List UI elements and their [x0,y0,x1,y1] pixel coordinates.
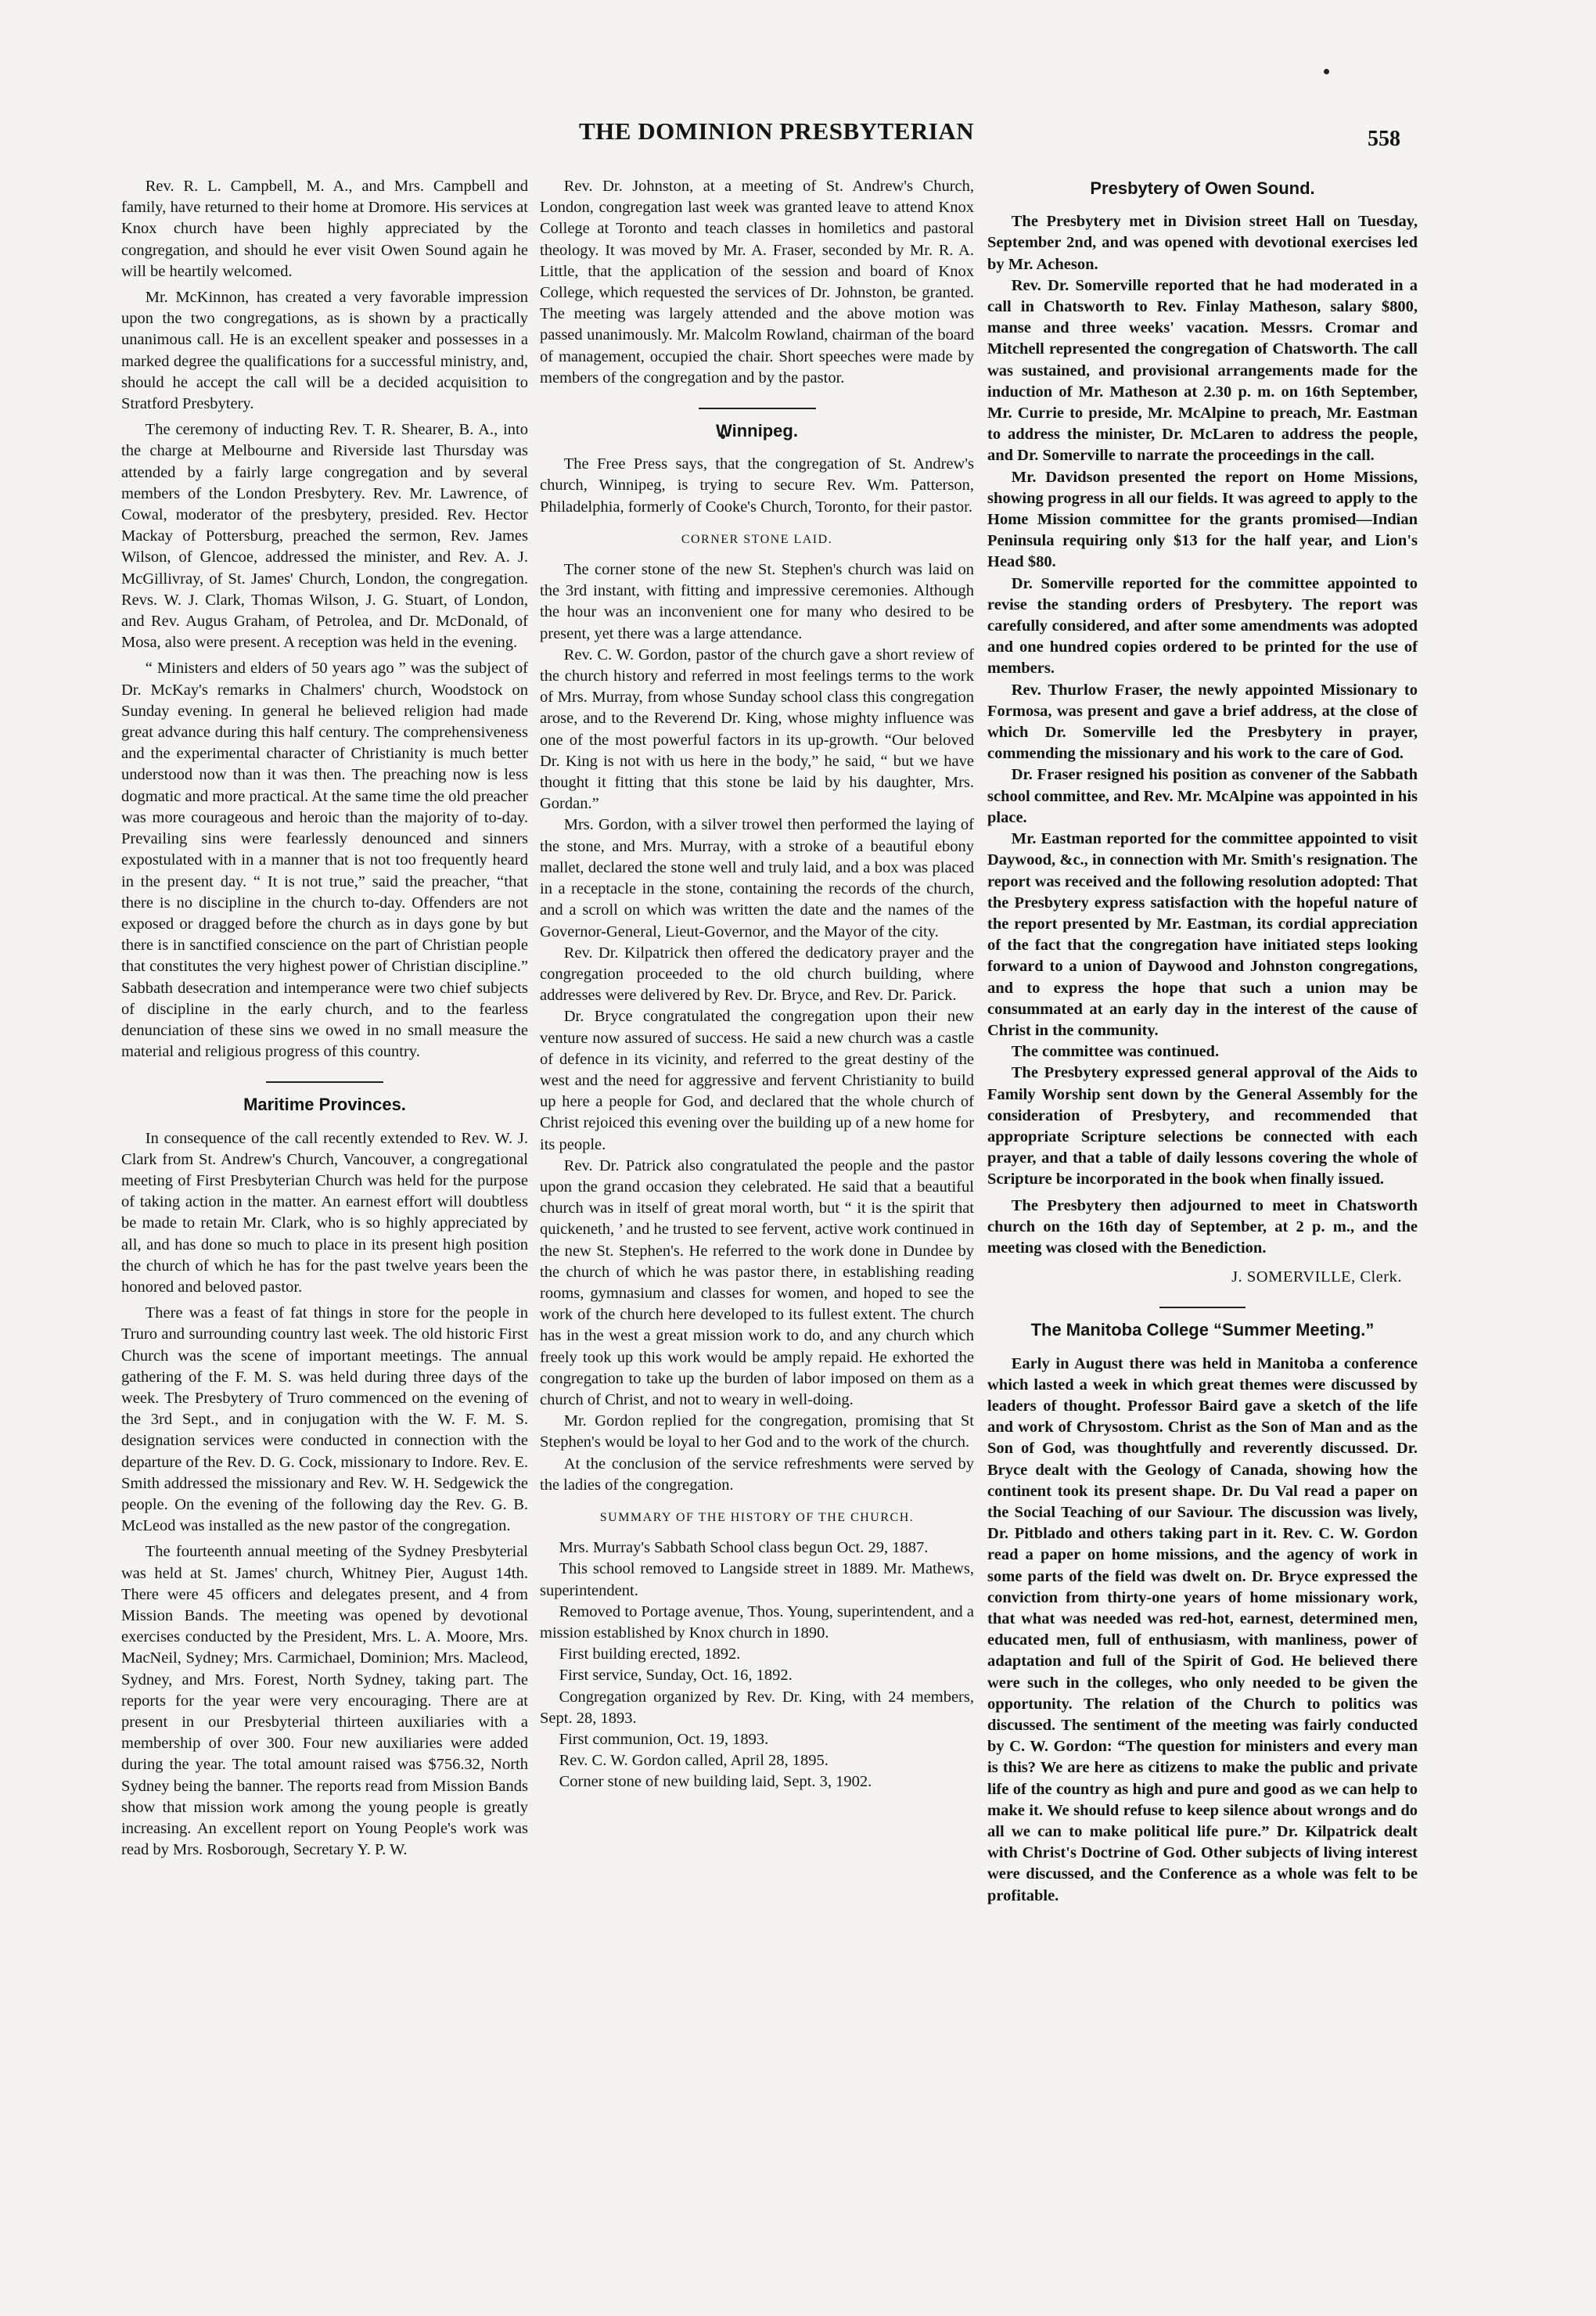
paragraph: Mrs. Gordon, with a silver trowel then performed the laying of the stone, and Mrs. Murray, with a stroke of a beautiful ebony mallet, declared the stone well and truly laid, and a box was placed in a receptacle in the stone, containing the records of the church, and a scroll on which was written the date and the names of the Governor-General, Lieut-Governor, and the Mayor of the city. [540,816,974,940]
paragraph: Early in August there was held in Manitoba a conference which lasted a week in which great themes were discussed by leaders of thought. Professor Baird gave a sketch of the life and work of Chrysostom. Christ as the Son of Man and as the Son of God, was thoughtfully and reverently discussed. Dr. Bryce dealt with the Geology of Canada, showing how the continent took its present shape. Dr. Du Val read a paper on the Social Teaching of our Saviour. The discussion was lively, Dr. Pitblado and others taking part in it. Rev. C. W. Gordon read a paper on home missions, and the agency of work in some parts of the field was dwelt on. Dr. Bryce expressed the conviction from thirty-one years of home missionary work, that what was needed was red-hot, earnest, determined men, educated men, full of enthusiasm, with manliness, power of adaptation and full of the Spirit of God. He believed there were such in the colleges, who only needed to be given the opportunity. The relation of the Church to politics was discussed. The sentiment of the meeting was fairly conducted by C. W. Gordon: “The question for ministers and every man is this? We are here as citizens to make the public and private life of the country as high and pure and good as we can help to make it. We should refuse to keep silence about wrongs and do all we can to make political life pure.” Dr. Kilpatrick dealt with Christ's Doctrine of God. Other subjects of living interest were discussed, and the Conference as a whole was felt to be profitable. [987,1354,1418,1904]
paragraph: Rev. Dr. Somerville reported that he had moderated in a call in Chatsworth to Rev. Finlay Matheson, salary $800, manse and three weeks' vacation. Messrs. Cromar and Mitchell represented the congregation of Chatsworth. The call was sustained, and provisional arrangements made for the induction of Mr. Matheson at 2.30 p. m. on 16th September, Mr. Currie to preside, Mr. McAlpine to preach, Mr. Eastman to address the minister, Dr. McLaren to address the people, and Dr. Somerville to narrate the proceedings in the call. [987,276,1418,465]
section-divider [266,1081,383,1083]
subheading-church-history: SUMMARY OF THE HISTORY OF THE CHURCH. [599,1510,915,1524]
history-item: Removed to Portage avenue, Thos. Young, superintendent, and a mission established by Knox church in 1890. [540,1602,974,1642]
history-item: First communion, Oct. 19, 1893. [559,1731,769,1749]
history-item: Corner stone of new building laid, Sept. 3, 1902. [559,1773,872,1791]
history-item: First service, Sunday, Oct. 16, 1892. [559,1667,793,1685]
section-heading-maritime: Maritime Provinces. [243,1095,406,1115]
paragraph: The ceremony of inducting Rev. T. R. Shearer, B. A., into the charge at Melbourne and Riverside last Thursday was attended by a fairly large congregation and by several members of the London Presbytery. Rev. Mr. Lawrence, of Cowal, moderator of the presbytery, presided. Rev. Hector Mackay of Pottersburg, preached the sermon, Rev. James Wilson, of Glencoe, addressed the minister, and Rev. A. J. McGillivray, of St. James' Church, London, the congregation. Revs. W. J. Clark, Thomas Wilson, J. G. Stuart, of London, and Rev. Augus Graham, of Petrolea, and Dr. McDonald, of Mosa, also were present. A reception was held in the evening. [121,421,528,652]
ink-speck [1324,69,1329,74]
column-3 [987,176,1418,1907]
section-divider [699,408,816,409]
paragraph: The committee was continued. [1011,1043,1220,1061]
owen-sound-report [987,211,1418,1288]
history-item: Mrs. Murray's Sabbath School class begun Oct. 29, 1887. [559,1539,929,1557]
subheading-corner-stone: CORNER STONE LAID. [681,532,833,546]
paragraph: In consequence of the call recently extended to Rev. W. J. Clark from St. Andrew's Church, Vancouver, a congregational meeting of First Presbyterian Church was held for the purpose of taking action in the matter. An earnest effort will doubtless be made to retain Mr. Clark, who is so highly appreciated by all, and has done so much to place in its present high position the church of which he has for the past twelve years been the honored and beloved pastor. [121,1129,528,1296]
paragraph: Mr. Davidson presented the report on Home Missions, showing progress in all our fields. It was agreed to apply to the Home Mission committee for the grants promised—Indian Peninsula requiring only $13 for the half year, and Lion's Head $80. [987,468,1418,571]
paragraph: “ Ministers and elders of 50 years ago ” was the subject of Dr. McKay's remarks in Chalmers' church, Woodstock on Sunday evening. In general he believed religion had made great advance during this half century. The comprehensiveness and the experimental character of Christianity is much better understood now than it was then. The preaching now is less dogmatic and more practical. At the same time the old preacher was more courageous and heroic than the majority of to-day. Prevailing sins were fearlessly denounced and sinners expostulated with in a manner that is not too frequently heard in the present day. “ It is not true,” said the preacher, “that there is no discipline in the church to-day. Offenders are not exposed or dragged before the church as in days gone by but there is in sanctified conscience on the part of Christian people that constitutes the very highest power of Christian discipline.” Sabbath desecration and intemperance were two chief subjects of discipline in the early church, and to the fearless denunciation of these sins we owed in no small measure the material and religious progress of this country. [121,660,528,1061]
masthead-title: THE DOMINION PRESBYTERIAN [579,117,975,145]
history-item: Congregation organized by Rev. Dr. King, with 24 members, Sept. 28, 1893. [540,1688,974,1727]
paragraph: Rev. Dr. Patrick also congratulated the people and the pastor upon the grand occasion they celebrated. He said that a beautiful church was in itself of great moral worth, but “ it is the spirit that quickeneth, ’ and he trusted to see fervent, active work continued in the new St. Stephen's. He referred to the work done in Dundee by the church of which he was pastor there, in establishing reading rooms, gymnasium and classes for women, and hoped to see the work of the church here developed to its fullest extent. The church has in the west a great mission work to do, and any church which freely took up this work would be amply repaid. He exhorted the congregation to take up the burden of labor imposed on them as a church of Christ, and not to weary in well-doing. [540,1156,974,1408]
section-heading-owen-sound: Presbytery of Owen Sound. [1090,178,1315,198]
history-item: Rev. C. W. Gordon called, April 28, 1895. [559,1752,829,1770]
history-item: First building erected, 1892. [559,1645,741,1663]
paragraph: Rev. Dr. Kilpatrick then offered the dedicatory prayer and the congregation proceeded to the old church building, where addresses were delivered by Rev. Dr. Bryce, and Rev. Dr. Parick. [540,944,974,1005]
history-item: This school removed to Langside street in 1889. Mr. Mathews, superintendent. [540,1560,974,1599]
paragraph: There was a feast of fat things in store for the people in Truro and surrounding country last week. The old historic First Church was the scene of important meetings. The annual gathering of the F. M. S. was held during three days of the week. The Presbytery of Truro commenced on the evening of the 3rd Sept., and in conjugation with the W. F. M. S. designation services were conducted in connection with the departure of the Rev. D. G. Cock, missionary to Indore. Rev. E. Smith addressed the missionary and Rev. W. H. Sedgewick the people. On the evening of the following day the Rev. G. B. McLeod was installed as the new pastor of the congregation. [121,1304,528,1535]
paragraph: Mr. McKinnon, has created a very favorable impression upon the two congregations, as is shown by a practically unanimous call. He is an excellent speaker and possesses in a marked degree the qualifications for a successful ministry, and, should he accept the call will be a decided acquisition to Stratford Presbytery. [121,289,528,413]
paragraph: Dr. Bryce congratulated the congregation upon their new venture now assured of success. He said a new church was a castle of defence in its vicinity, and referred to the great destiny of the west and the need for aggressive and fervent Christianity to build up here a people for God, and declared that the whole church of Christ rejoiced this evening over the building up of a new home for its people. [540,1008,974,1153]
column-2 [540,176,974,1793]
paragraph: The Presbytery then adjourned to meet in Chatsworth church on the 16th day of September, at 2 p. m., and the meeting was closed with the Benediction. [987,1196,1418,1257]
paragraph: Rev. Dr. Johnston, at a meeting of St. Andrew's Church, London, congregation last week was granted leave to attend Knox College at Toronto and teach classes in homiletics and pastoral theology. It was moved by Mr. A. Fraser, seconded by Mr. R. A. Little, that the application of the session and board of Knox College, which requested the services of Dr. Johnston, be granted. The meeting was largely attended and the above motion was passed unanimously. Mr. Malcolm Rowland, chairman of the board of management, occupied the chair. Short speeches were made by members of the congregation and by the pastor. [540,178,974,387]
paragraph: Mr. Gordon replied for the congregation, promising that St Stephen's would be loyal to her God and to the work of the church. [540,1412,974,1451]
paragraph: At the conclusion of the service refreshments were served by the ladies of the congregation. [540,1455,974,1494]
section-heading-winnipeg: Winnipeg. [716,421,798,441]
paragraph: The Presbytery met in Division street Hall on Tuesday, September 2nd, and was opened with devotional exercises led by Mr. Acheson. [987,213,1418,273]
paragraph: The Free Press says, that the congregation of St. Andrew's church, Winnipeg, is trying to secure Rev. Wm. Patterson, Philadelphia, formerly of Cooke's Church, Toronto, for their pastor. [540,455,974,516]
paragraph: Dr. Somerville reported for the committee appointed to revise the standing orders of Presbytery. The report was carefully considered, and after some amendments was adopted and one hundred copies ordered to be printed for the use of members. [987,574,1418,678]
paragraph: Mr. Eastman reported for the committee appointed to visit Daywood, &c., in connection with Mr. Smith's resignation. The report was received and the following resolution adopted: That the Presbytery express satisfaction with the hopeful nature of the report presented by Mr. Eastman, its cordial appreciation of the fact that the congregation have initiated steps looking forward to a union of Daywood and Johnston congregations, and to express the hope that such a union may be consummated at an early day in the interest of the cause of Christ in the community. [987,830,1418,1039]
section-divider [1159,1307,1246,1308]
paragraph: Rev. C. W. Gordon, pastor of the church gave a short review of the church history and referred in most feelings terms to the work of Mrs. Murray, from whose Sunday school class this congregation arose, and to the Reverend Dr. King, whose mighty influence was one of the most powerful factors in its up-growth. “Our beloved Dr. King is not with us here in the body,” he said, “ but we have thought it fitting that this stone be laid by his daughter, Mrs. Gordan.” [540,646,974,813]
column-1 [121,176,528,1861]
section-heading-manitoba-college: The Manitoba College “Summer Meeting.” [1030,1320,1375,1340]
paragraph: Dr. Fraser resigned his position as convener of the Sabbath school committee, and Rev. Mr. McAlpine was appointed in his place. [987,766,1418,826]
paragraph: The fourteenth annual meeting of the Sydney Presbyterial was held at St. James' church, Whitney Pier, August 14th. There were 45 officers and delegates present, and 4 from Mission Bands. The meeting was opened by devotional exercises conducted by the President, Mrs. L. A. Moore, Mrs. MacNeil, Sydney; Mrs. Carmichael, Dominion; Mrs. Macleod, Sydney, and Mrs. Forest, North Sydney, taking part. The reports for the year were very encouraging. There are at present in our Presbyterial thirteen auxiliaries with a membership of over 300. Four new auxiliaries were added during the year. The total amount raised was $756.32, North Sydney being the banner. The reports read from Mission Bands show that mission work among the young people is greatly increasing. An excellent report on Young People's work was read by Mrs. Rosborough, Secretary Y. P. W. [121,1543,528,1859]
manitoba-report [987,1354,1418,1907]
paragraph: Rev. R. L. Campbell, M. A., and Mrs. Campbell and family, have returned to their home at Dromore. His services at Knox church have been highly appreciated by the congregation, and should he ever visit Owen Sound again he will be heartily welcomed. [121,178,528,280]
paragraph: The corner stone of the new St. Stephen's church was laid on the 3rd instant, with fitting and impressive ceremonies. Although the hour was an inconvenient one for many who desired to be present, yet there was a large attendance. [540,561,974,642]
paragraph: Rev. Thurlow Fraser, the newly appointed Missionary to Formosa, was present and gave a brief address, at the close of which Dr. Somerville led the Presbytery in prayer, commending the missionary and his work to the care of God. [987,681,1418,763]
page-number: 558 [1368,127,1400,151]
clerk-signature: J. SOMERVILLE, Clerk. [1231,1268,1402,1286]
paragraph: The Presbytery expressed general approval of the Aids to Family Worship sent down by the General Assembly for the consideration of Presbytery, and recommended that appropriate Scripture selections be connected with each prayer, and that a table of daily lessons covering the whole of Scripture be incorporated in the book when finally issued. [987,1064,1418,1189]
